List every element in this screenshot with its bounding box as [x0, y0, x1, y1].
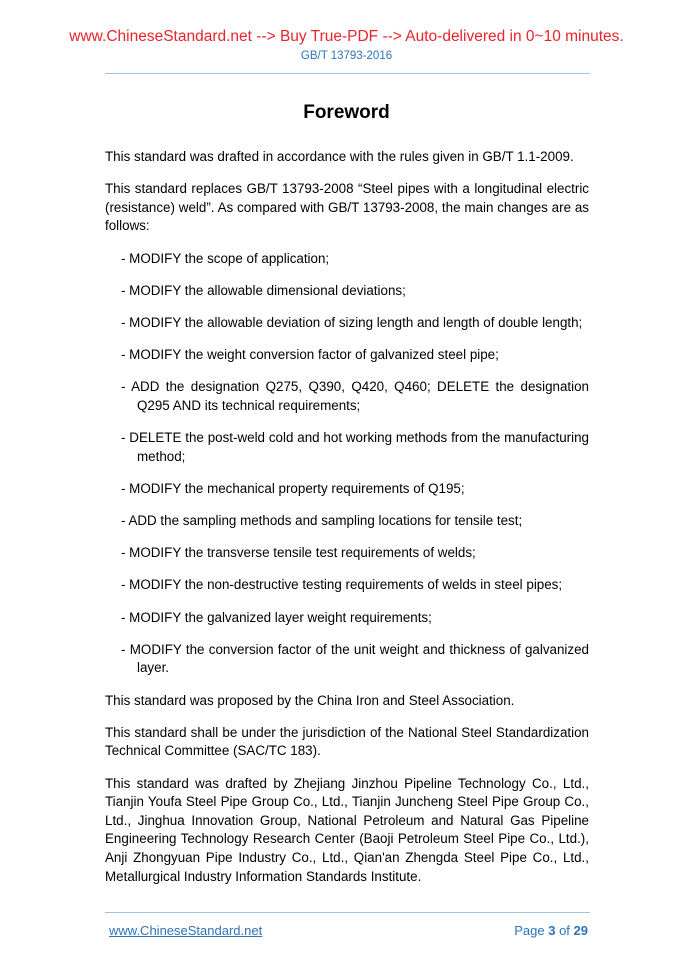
header-banner: www.ChineseStandard.net --> Buy True-PDF --> Auto-delivered in 0~10 minutes.: [69, 28, 624, 45]
list-item: - MODIFY the allowable dimensional deviations;: [121, 282, 406, 298]
footer-website-link[interactable]: www.ChineseStandard.net: [109, 923, 263, 938]
page-number: [514, 923, 588, 938]
page-total: 29: [573, 923, 588, 938]
page-title: Foreword: [303, 102, 390, 123]
header-divider: [105, 73, 590, 74]
page-of: of: [559, 923, 570, 938]
list-item: - MODIFY the transverse tensile test requirements of welds;: [121, 545, 476, 561]
list-item: - MODIFY the scope of application;: [121, 250, 330, 266]
standard-number: GB/T 13793-2016: [300, 50, 393, 62]
document-body: [105, 148, 589, 900]
list-item: - DELETE the post-weld cold and hot working methods from the manufacturing method;: [121, 430, 589, 464]
paragraph: This standard was drafted in accordance with the rules given in GB/T 1.1-2009.: [105, 149, 574, 164]
list-item: - ADD the sampling methods and sampling locations for tensile test;: [121, 513, 523, 529]
footer-divider: [105, 912, 590, 913]
paragraph: This standard replaces GB/T 13793-2008 “Steel pipes with a longitudinal electric (resistance) weld”. As compared with GB/T 13793-2008, the main changes are as follows:: [105, 181, 589, 234]
page-current: 3: [548, 923, 556, 938]
list-item: - MODIFY the galvanized layer weight requirements;: [121, 609, 432, 625]
paragraph: This standard was drafted by Zhejiang Jinzhou Pipeline Technology Co., Ltd., Tianjin Youfa Steel Pipe Group Co., Ltd., Tianjin Juncheng Steel Pipe Group Co., Ltd., Jinghua Innovation Group, National Petroleum and Natural Gas Pipeline Engineering Technology Research Center (Baoji Petroleum Steel Pipe Co., Ltd.), Anji Zhongyuan Pipe Industry Co., Ltd., Qian'an Zhengda Steel Pipe Co., Ltd., Metallurgical Industry Information Standards Institute.: [105, 775, 589, 884]
list-item: - MODIFY the non-destructive testing requirements of welds in steel pipes;: [121, 577, 563, 593]
list-item: - MODIFY the conversion factor of the unit weight and thickness of galvanized layer.: [121, 641, 589, 676]
paragraph: This standard was proposed by the China Iron and Steel Association.: [105, 692, 515, 708]
list-item: - MODIFY the allowable deviation of sizing length and length of double length;: [121, 314, 583, 330]
list-item: - MODIFY the mechanical property requirements of Q195;: [121, 480, 465, 496]
page-prefix: Page: [514, 923, 545, 938]
paragraph: This standard shall be under the jurisdiction of the National Steel Standardization Technical Committee (SAC/TC 183).: [105, 724, 589, 759]
list-item: - ADD the designation Q275, Q390, Q420, Q460; DELETE the designation Q295 AND its technical requirements;: [121, 379, 589, 413]
list-item: - MODIFY the weight conversion factor of galvanized steel pipe;: [121, 347, 499, 363]
